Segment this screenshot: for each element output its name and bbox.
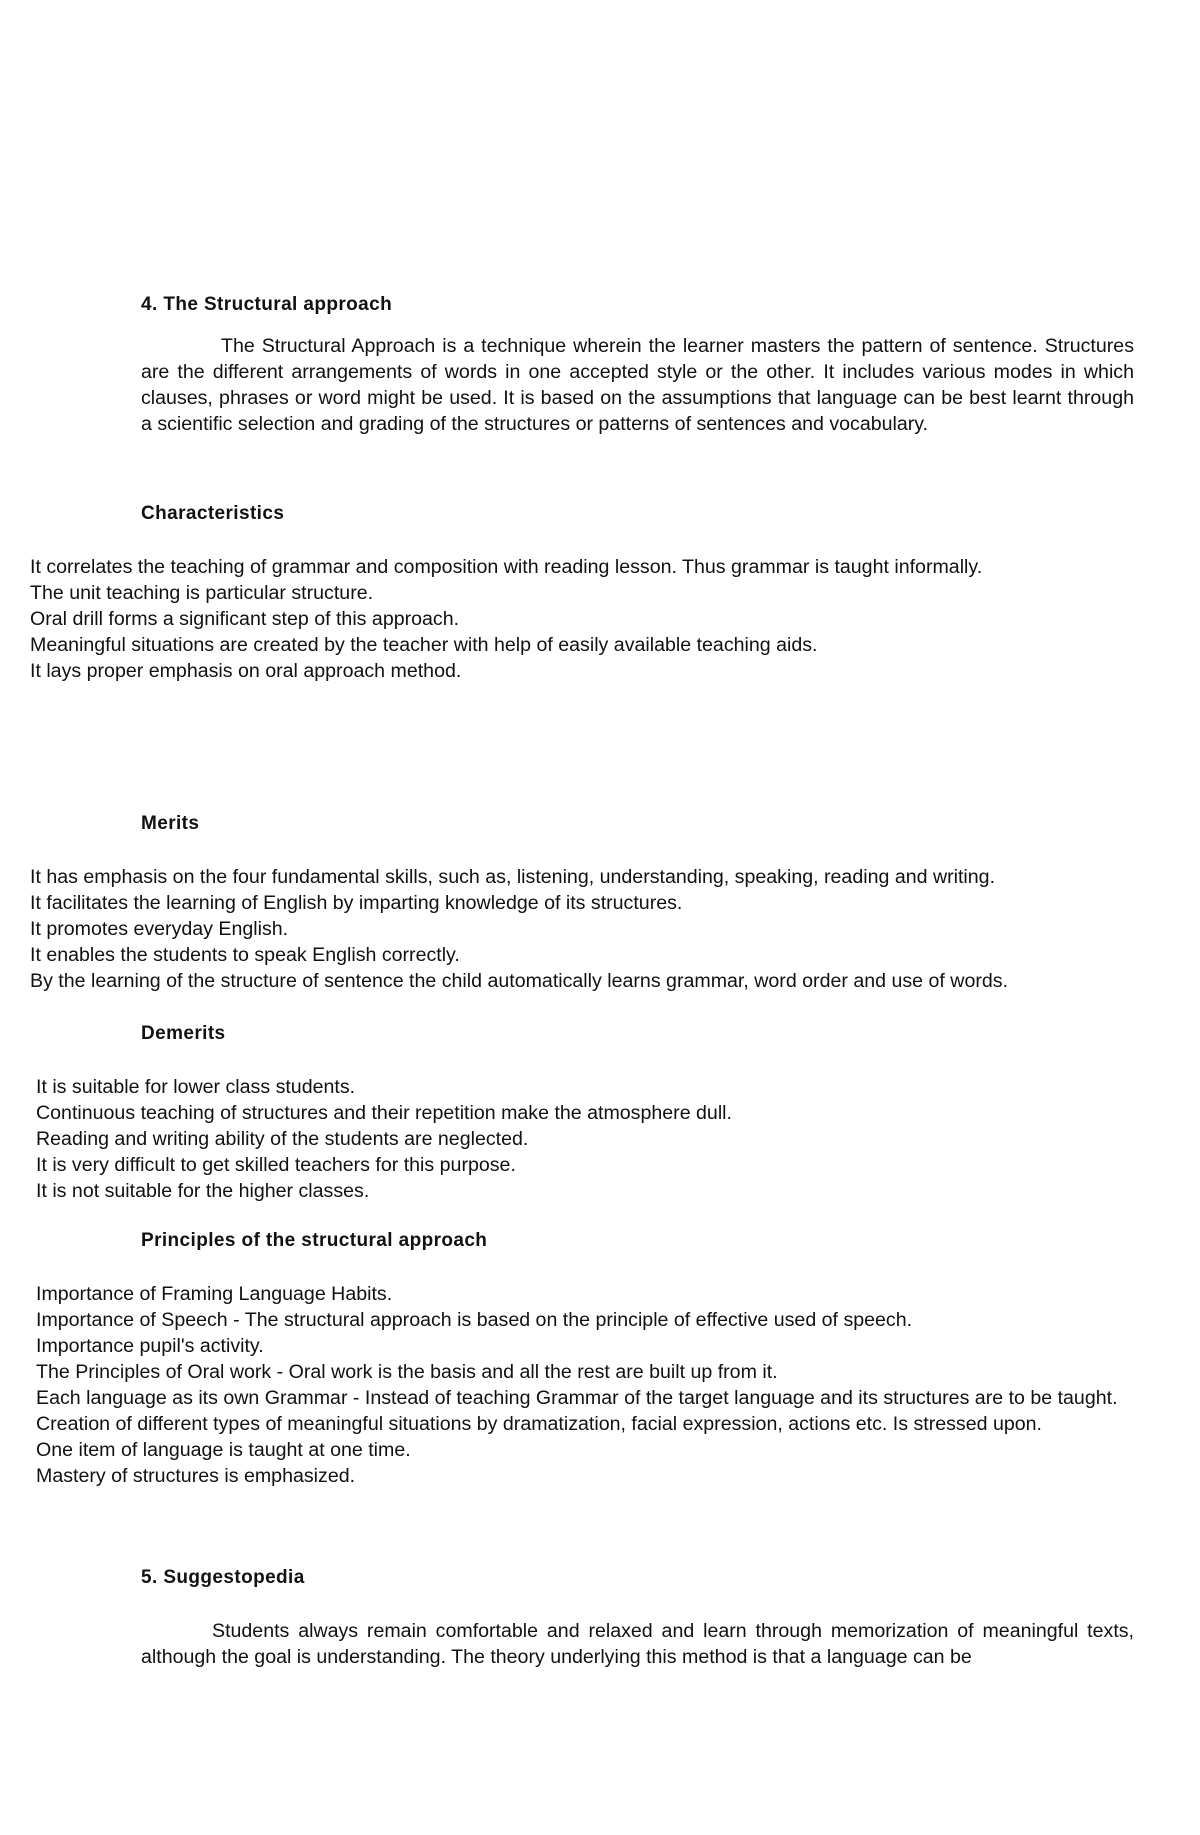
demerits-list (36, 1074, 732, 1204)
principles-heading: Principles of the structural approach (141, 1230, 488, 1251)
section-heading-suggestopedia: 5. Suggestopedia (141, 1567, 305, 1588)
list-item: By the learning of the structure of sentence the child automatically learns grammar, word order and use of words. (30, 970, 1009, 992)
merits-heading: Merits (141, 813, 200, 834)
list-item: It correlates the teaching of grammar and composition with reading lesson. Thus grammar is taught informally. (30, 556, 983, 578)
list-item: It promotes everyday English. (30, 918, 289, 940)
list-item: It is very difficult to get skilled teachers for this purpose. (36, 1154, 516, 1176)
structural-approach-paragraph (141, 333, 1134, 437)
suggestopedia-paragraph (141, 1618, 1134, 1670)
list-item: It enables the students to speak English correctly. (30, 944, 460, 966)
structural-approach-text: The Structural Approach is a technique wherein the learner masters the pattern of sentence. Structures are the different arrangements of words in one accepted style or the other. It includes various modes in which clauses, phrases or word might be used. It is based on the assumptions that language can be best learnt through a scientific selection and grading of the structures or patterns of sentences and vocabulary. (141, 335, 1134, 435)
list-item: Meaningful situations are created by the teacher with help of easily available teaching aids. (30, 634, 818, 656)
characteristics-heading: Characteristics (141, 503, 285, 524)
list-item: One item of language is taught at one time. (36, 1439, 411, 1461)
list-item: It is suitable for lower class students. (36, 1076, 356, 1098)
list-item: It lays proper emphasis on oral approach method. (30, 660, 462, 682)
principles-list (36, 1281, 1152, 1489)
characteristics-list (30, 554, 982, 684)
merits-list (30, 864, 1008, 994)
list-item: Importance pupil's activity. (36, 1335, 264, 1357)
list-item: It facilitates the learning of English by imparting knowledge of its structures. (30, 892, 683, 914)
list-item: Each language as its own Grammar - Instead of teaching Grammar of the target language and its structures are to be taught. (36, 1387, 1118, 1409)
list-item: Importance of Framing Language Habits. (36, 1283, 393, 1305)
list-item: The unit teaching is particular structure. (30, 582, 374, 604)
list-item: It has emphasis on the four fundamental skills, such as, listening, understanding, speaking, reading and writing. (30, 866, 996, 888)
list-item: Reading and writing ability of the students are neglected. (36, 1128, 529, 1150)
list-item: Mastery of structures is emphasized. (36, 1465, 356, 1487)
suggestopedia-text: Students always remain comfortable and relaxed and learn through memorization of meaningful texts, although the goal is understanding. The theory underlying this method is that a language can be (141, 1620, 1134, 1668)
list-item: Creation of different types of meaningful situations by dramatization, facial expression, actions etc. Is stressed upon. (36, 1413, 1042, 1435)
list-item: Oral drill forms a significant step of this approach. (30, 608, 460, 630)
section-heading-structural-approach: 4. The Structural approach (141, 294, 393, 315)
list-item: The Principles of Oral work - Oral work is the basis and all the rest are built up from it. (36, 1361, 778, 1383)
list-item: Continuous teaching of structures and their repetition make the atmosphere dull. (36, 1102, 732, 1124)
list-item: It is not suitable for the higher classes. (36, 1180, 370, 1202)
demerits-heading: Demerits (141, 1023, 226, 1044)
list-item: Importance of Speech - The structural approach is based on the principle of effective used of speech. (36, 1309, 913, 1331)
